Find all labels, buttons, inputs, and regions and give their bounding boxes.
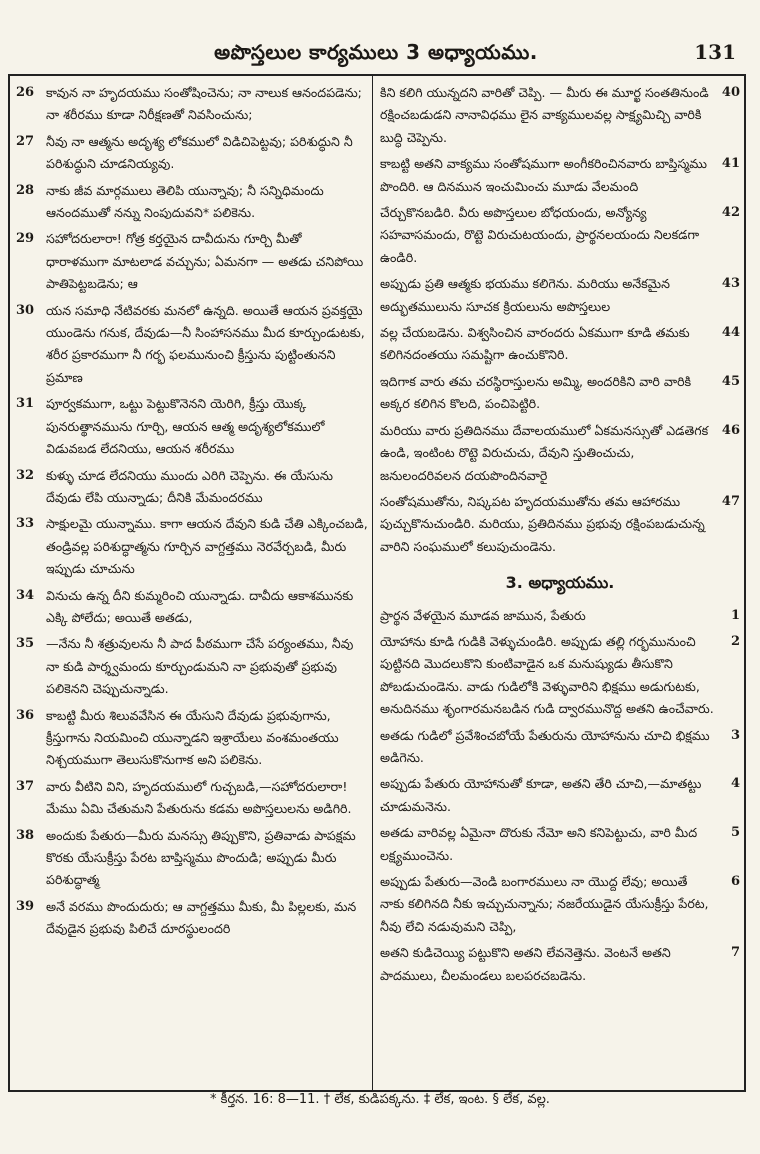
verse: [380, 942, 740, 987]
verse-number: 37: [16, 778, 35, 794]
verse: [16, 300, 368, 390]
verse-text: సంతోషముతోను, నిష్కపట హృదయముతోను తమ ఆహారము పుచ్చుకొనుచుండిరి. మరియు, ప్రతిదినము ప్రభువు రక్షింపబడుచున్న వారిని సంఘములో కలుపుచుండెను.: [380, 493, 705, 554]
page-title: అపొస్తలుల కార్యములు 3 అధ్యాయము.: [214, 40, 538, 64]
verse-text: అప్పుడు పేతురు—వెండి బంగారములు నా యొద్ద లేవు; అయితే నాకు కలిగినది నీకు ఇచ్చుచున్నాను; నజరేయుడైన యేసుక్రీస్తు పేరట, నీవు లేచి నడువుమని చెప్పి,: [380, 874, 709, 934]
verse: [380, 322, 740, 367]
page-number: 131: [694, 40, 736, 64]
verse: [16, 633, 368, 700]
verse-number: 38: [16, 827, 35, 843]
verse-text: చేర్చుకొనబడిరి. వీరు అపొస్తలుల బోధయందు, అన్యోన్య సహవాసమందు, రొట్టె విరుచుటయందు, ప్రార్థనలయందు నిలకడగా ఉండిరి.: [380, 205, 700, 265]
verse: [16, 180, 368, 225]
verse-number: 45: [721, 373, 740, 389]
verse-number: 4: [730, 776, 740, 792]
verse-text: అనే వరము పొందుదురు; ఆ వాగ్దత్తము మీకు, మీ పిల్లలకు, మన దేవుడైన ప్రభువు పిలిచే దూరస్థులందరి: [46, 898, 357, 937]
verse: [16, 896, 368, 941]
verse: [16, 513, 368, 580]
verse-number: 27: [16, 133, 35, 149]
chapter-heading: 3. అధ్యాయము.: [505, 573, 615, 593]
verse-number: 29: [16, 231, 35, 247]
verse-number: 36: [16, 707, 35, 723]
verse: [380, 202, 740, 269]
verse-number: 3: [730, 727, 740, 743]
text-frame: [8, 74, 746, 1092]
verse-text: కాబట్టి మీరు శిలువవేసిన ఈ యేసుని దేవుడు ప్రభువుగాను, క్రీస్తుగాను నియమించి యున్నాడని ఇశ్రాయేలు వంశమంతయు నిశ్చయముగా తెలుసుకొనుగాక అని పలికెను.: [46, 707, 339, 768]
verse-number: 1: [730, 607, 740, 623]
verse: [380, 725, 740, 770]
verse-text: యన సమాధి నేటివరకు మనలో ఉన్నది. అయితే ఆయన ప్రవక్తయై యుండెను గనుక, దేవుడు—నీ సింహాసనము మీద కూర్చుండుటకు, శరీర ప్రకారముగా నీ గర్భ ఫలమునుంచి క్రీస్తును పుట్టింతునని ప్రమాణ: [46, 302, 365, 385]
verse-number: 43: [721, 276, 740, 292]
verse-number: 7: [730, 945, 740, 961]
verse: [380, 822, 740, 867]
verse-text: అతడు వారివల్ల ఏమైనా దొరుకు నేమో అని కనిపెట్టుచు, వారి మీద లక్ష్యముంచెను.: [380, 825, 698, 863]
verse: [16, 585, 368, 630]
verse-text: కిని కలిగి యున్నదని వారితో చెప్పి. — మీరు ఈ మూర్ఖ సంతతినుండి రక్షించబడుడని నానావిధము లైన వాక్యములవల్ల సాక్ష్యమిచ్చి వారికి బుద్ధి చెప్పెను.: [380, 85, 709, 145]
verse: [380, 631, 740, 721]
verse-text: అప్పుడు ప్రతి ఆత్మకు భయము కలిగెను. మరియు అనేకమైన అద్భుతములును సూచక క్రియలును అపొస్తలుల: [380, 276, 670, 314]
verse-number: 30: [16, 302, 35, 318]
verse-text: అప్పుడు పేతురు యోహానుతో కూడా, అతని తేరి చూచి,—మాతట్టు చూడుమనెను.: [380, 776, 702, 814]
verse-text: కుళ్ళు చూడ లేదనియు ముందు ఎరిగి చెప్పెను. ఈ యేసును దేవుడు లేపి యున్నాడు; దీనికి మేమందరము: [46, 467, 334, 505]
verse-number: 34: [16, 587, 35, 603]
page: [8, 30, 744, 1088]
verse: [380, 491, 740, 558]
verse: [16, 228, 368, 295]
verse: [380, 153, 740, 198]
verse-text: కాబట్టి అతని వాక్యము సంతోషముగా అంగీకరించినవారు బాప్తిస్మము పొందిరి. ఆ దినమున ఇంచుమించు మూడు వేలమంది: [380, 156, 707, 194]
verse: [380, 82, 740, 149]
verse-text: ప్రార్థన వేళయైన మూడవ జామున, పేతురు: [380, 607, 586, 623]
verse-text: నాకు జీవ మార్గములు తెలిపి యున్నావు; నీ సన్నిధిమందు ఆనందముతో నన్ను నింపుదువని* పలికెను.: [46, 182, 324, 221]
verse-number: 5: [730, 825, 740, 841]
verse-text: అతడు గుడిలో ప్రవేశించబోయే పేతురును యోహానును చూచి భిక్షము అడిగెను.: [380, 727, 710, 765]
left-column: [16, 82, 368, 1086]
verse-number: 40: [721, 85, 740, 100]
verse-number: 35: [16, 636, 35, 652]
verse-text: పూర్వకముగా, ఒట్టు పెట్టుకొనెనని యెరిగి, క్రీస్తు యొక్క పునరుత్థానమును గూర్చి, ఆయన ఆత్మ అదృశ్యలోకములో విడువబడ లేదనియు, ఆయన శరీరము: [46, 396, 325, 457]
verse: [16, 82, 368, 127]
verse-number: 2: [730, 633, 740, 649]
verse: [380, 420, 740, 487]
column-divider: [372, 76, 373, 1090]
verse: [16, 131, 368, 176]
verse: [16, 393, 368, 460]
verse-number: 44: [721, 325, 740, 341]
footnote: * కీర్తన. 16: 8—11. † లేక, కుడిపక్కను. ‡ లేక, ఇంట. § లేక, వల్ల.: [210, 1092, 550, 1107]
verse-number: 6: [730, 874, 740, 889]
verse-number: 32: [16, 467, 35, 483]
verse-number: 26: [16, 85, 35, 100]
verse: [16, 825, 368, 892]
right-verses-before-heading: [380, 82, 740, 558]
verse: [380, 871, 740, 938]
right-column: [380, 82, 740, 1086]
verse-text: వల్ల చేయబడెను. విశ్వసించిన వారందరు ఏకముగా కూడి తమకు కలిగినదంతయు సమష్టిగా ఉంచుకొనిరి.: [380, 325, 690, 363]
verse: [16, 776, 368, 821]
verse-text: వినుచు ఉన్న దీని కుమ్మరించి యున్నాడు. దావీదు ఆకాశమునకు ఎక్కి పోలేదు; అయితే అతడు,: [46, 587, 354, 625]
verse-number: 41: [721, 156, 740, 172]
right-verses-after-heading: [380, 605, 740, 988]
verse-text: వారు వీటిని విని, హృదయములో గుచ్చబడి,—సహోదరులారా! మేము ఏమి చేతుమని పేతురును కడమ అపొస్తలులను అడిగిరి.: [46, 778, 352, 817]
verse-text: —నేను నీ శత్రువులను నీ పాద పీఠముగా చేసే పర్యంతము, నీవు నా కుడి పార్శ్వమందు కూర్చుండుమని నా ప్రభువుతో ప్రభువు పలికెనని చెప్పుచున్నాడు.: [46, 636, 354, 697]
verse: [380, 605, 740, 627]
verse-text: కావున నా హృదయము సంతోషించెను; నా నాలుక ఆనందపడెను; నా శరీరము కూడా నిరీక్షణతో నివసించును;: [46, 85, 362, 123]
verse-number: 39: [16, 898, 35, 914]
verse-number: 47: [721, 493, 740, 509]
verse-text: అతని కుడిచెయ్యి పట్టుకొని అతని లేవనెత్తెను. వెంటనే అతని పాదములు, చీలమండలు బలపరచబడెను.: [380, 945, 671, 983]
verse-text: సహోదరులారా! గోత్ర కర్తయైన దావీదును గూర్చి మీతో ధారాళముగా మాటలాడ వచ్చును; ఏమనగా — అతడు చనిపోయి పాతిపెట్టబడెను; ఆ: [46, 231, 364, 292]
verse-number: 46: [721, 422, 740, 438]
verse-number: 42: [721, 205, 740, 221]
verse-number: 31: [16, 396, 35, 412]
verse: [380, 273, 740, 318]
verse: [380, 371, 740, 416]
verse-text: ఇదిగాక వారు తమ చరస్థిరాస్తులను అమ్మి, అందరికిని వారి వారికి అక్కర కలిగిన కొలది, పంచిపెట్టిరి.: [380, 373, 692, 412]
verse: [16, 705, 368, 772]
verse-number: 28: [16, 182, 35, 198]
page-header: [8, 30, 744, 74]
verse: [16, 465, 368, 510]
verse-text: నీవు నా ఆత్మను అదృశ్య లోకములో విడిచిపెట్టవు; పరిశుద్ధుని నీ పరిశుద్ధుని చూడనియ్యవు.: [46, 133, 353, 172]
verse-number: 33: [16, 516, 35, 532]
verse-text: అందుకు పేతురు—మీరు మనస్సు తిప్పుకొని, ప్రతివాడు పాపక్షమ కొరకు యేసుక్రీస్తు పేరట బాప్తిస్మము పొందుడి; అప్పుడు మీరు పరిశుద్ధాత్మ: [46, 827, 356, 888]
verse: [380, 773, 740, 818]
verse-text: సాక్షులమై యున్నాము. కాగా ఆయన దేవుని కుడి చేతి ఎక్కించబడి, తండ్రివల్ల పరిశుద్ధాత్మను గూర్చిన వాగ్దత్తము నెరవేర్చబడి, మీరు ఇప్పుడు చూచును: [46, 516, 368, 577]
verse-text: మరియు వారు ప్రతిదినము దేవాలయములో ఏకమనస్సుతో ఎడతెగక ఉండి, ఇంటింట రొట్టె విరుచుచు, దేవుని స్తుతించుచు, జనులందరివలన దయపొందినవారై: [380, 422, 709, 483]
verse-text: యోహాను కూడి గుడికి వెళ్ళుచుండిరి. అప్పుడు తల్లి గర్భమునుంచి పుట్టినది మొదలుకొని కుంటివాడైన ఒక మనుష్యుడు తీసుకొని పోబడుచుండెను. వాడు గుడిలోకి వెళ్ళువారిని భిక్షము అడుగుటకు, అనుదినము శృంగారమనబడిన గుడి ద్వారమునొద్ద అతని ఉంచేవారు.: [380, 633, 714, 717]
